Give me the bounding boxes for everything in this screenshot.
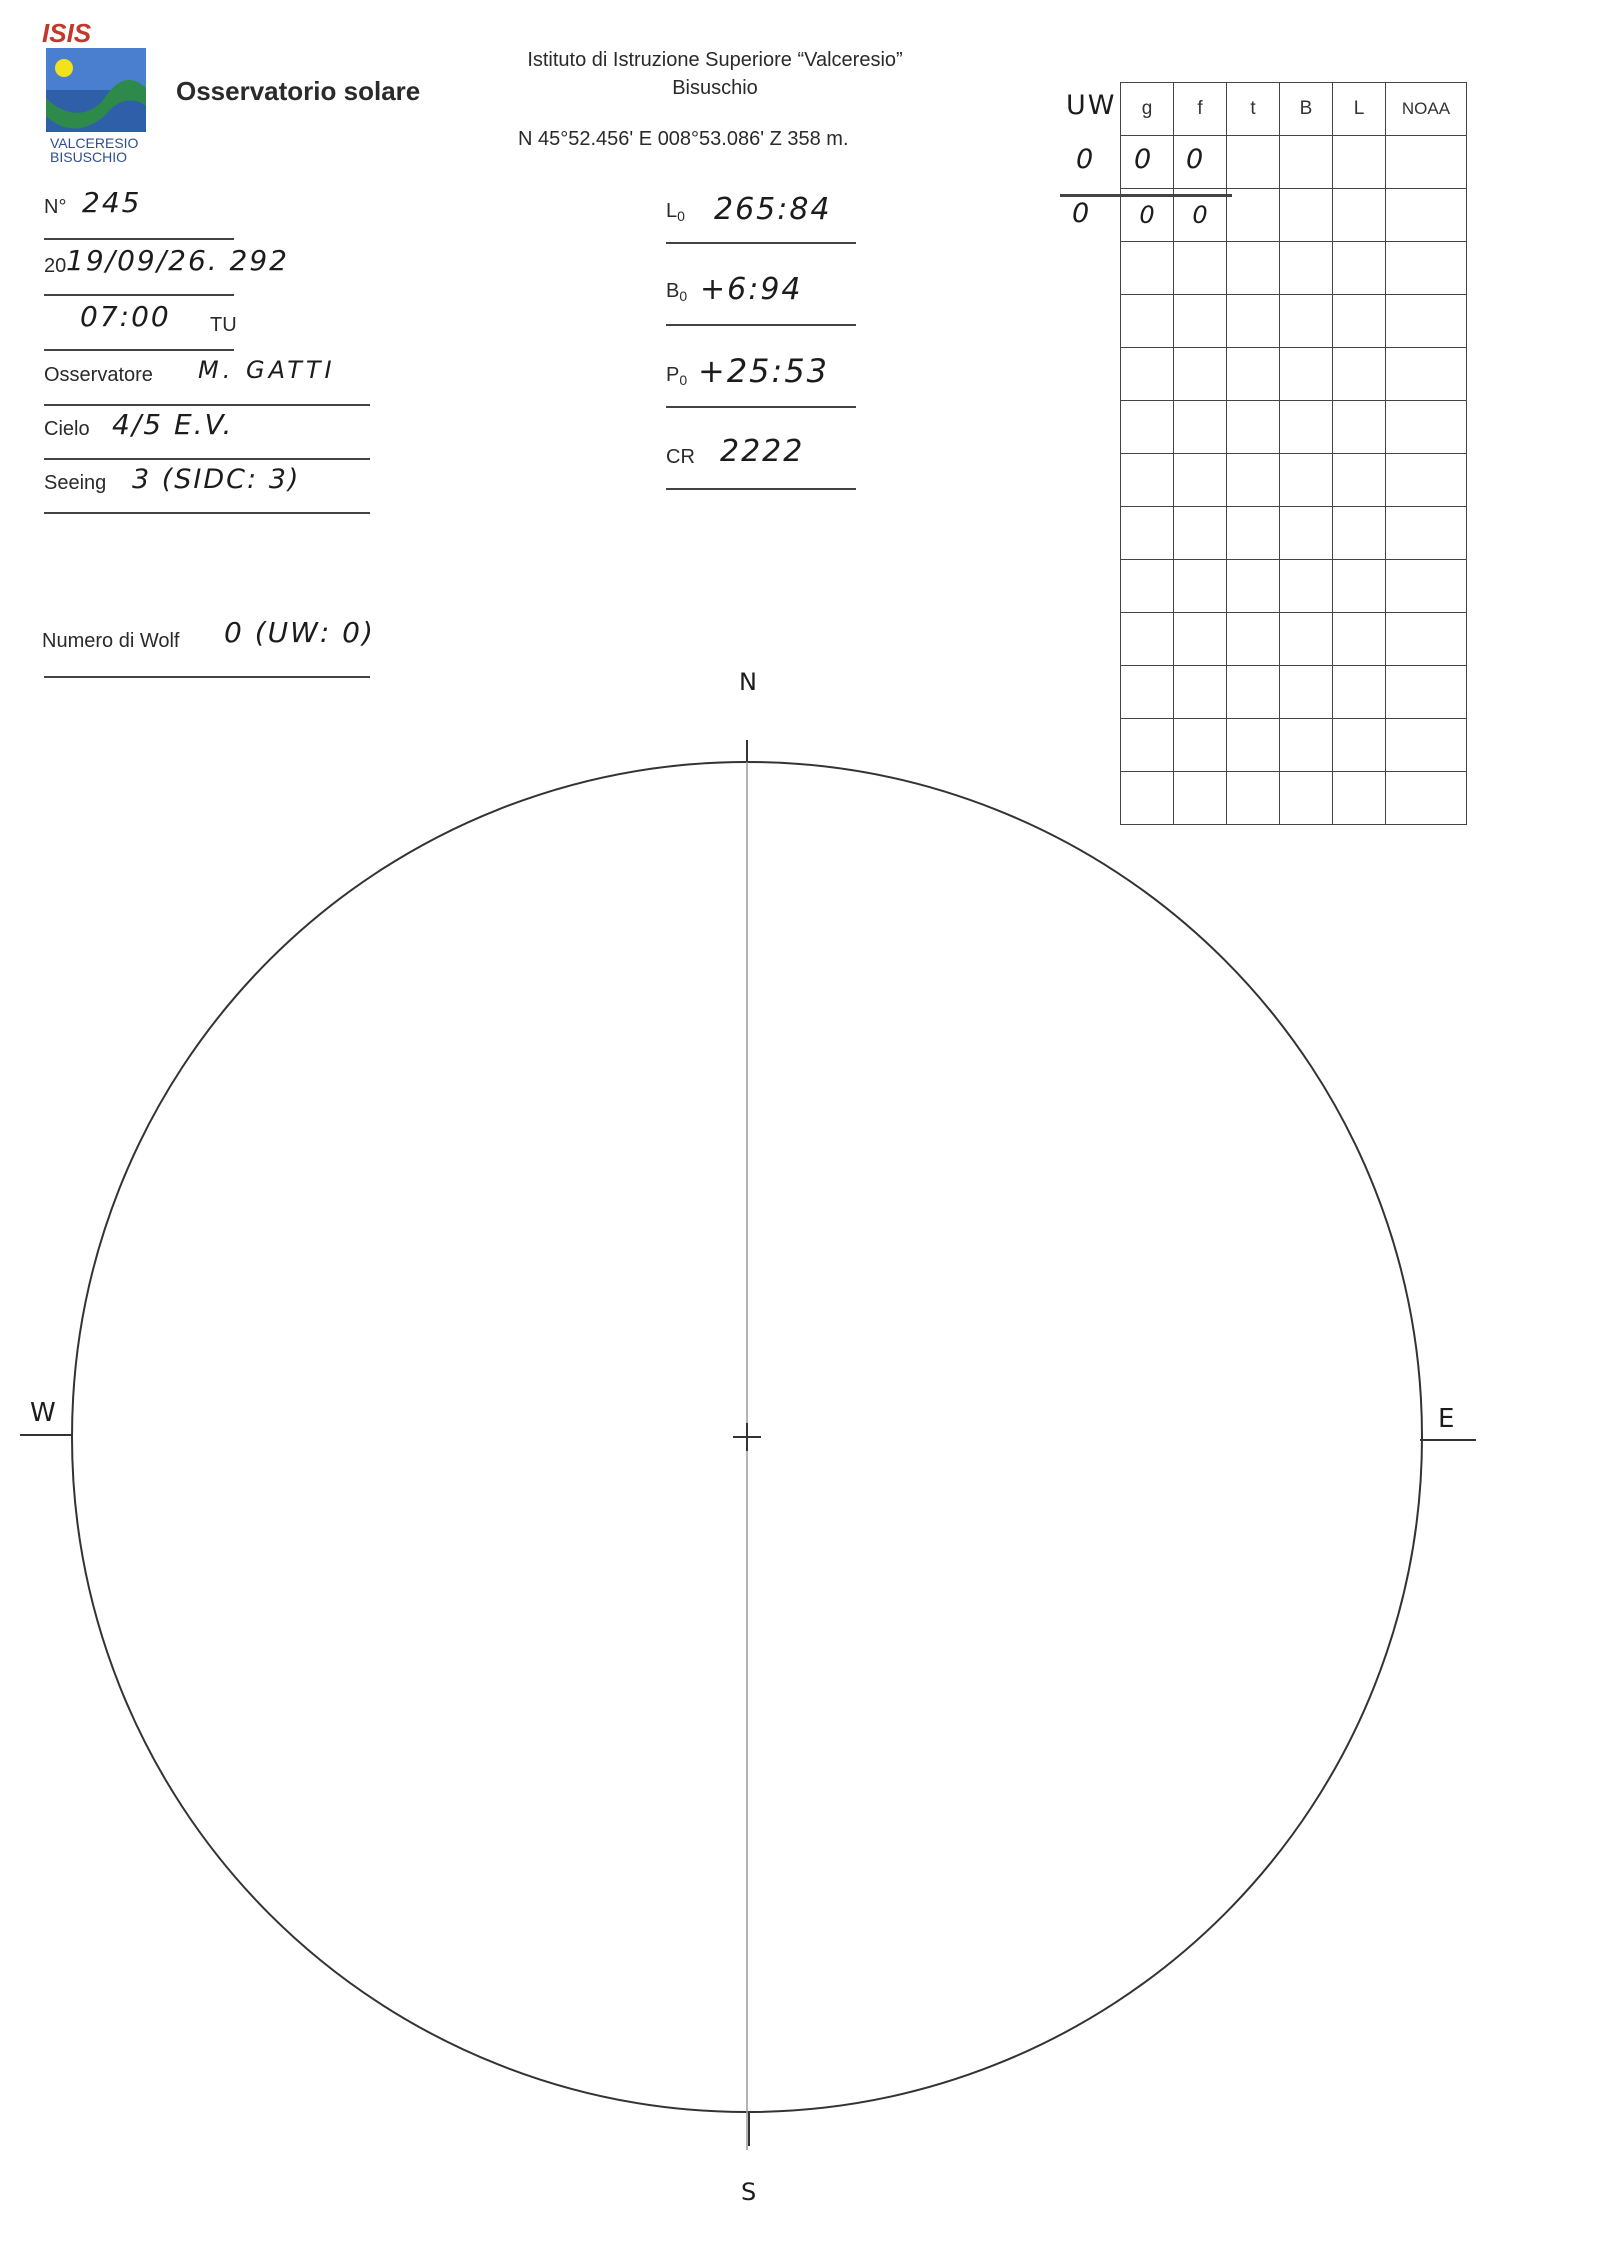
table-cell <box>1121 507 1174 560</box>
table-cell <box>1386 507 1467 560</box>
b0-value: +6:94 <box>700 272 803 307</box>
isis-logo-mark <box>40 18 150 50</box>
sky-value: 4/5 E.V. <box>112 408 234 441</box>
spot-table-row <box>1121 666 1467 719</box>
row1-l <box>1333 189 1386 242</box>
solar-disk-circle <box>72 762 1422 2112</box>
p0-subscript: 0 <box>679 372 688 388</box>
table-cell <box>1280 348 1333 401</box>
valceresio-logo-icon <box>46 48 146 140</box>
observer-value: M. GATTI <box>198 356 336 384</box>
table-cell <box>1333 560 1386 613</box>
l0-value: 265:84 <box>714 192 832 227</box>
east-label: E <box>1438 1404 1457 1434</box>
table-cell <box>1121 560 1174 613</box>
spot-table-row <box>1121 560 1467 613</box>
row1-noaa <box>1386 189 1467 242</box>
table-cell <box>1333 719 1386 772</box>
spot-table-row <box>1121 613 1467 666</box>
b0-subscript: 0 <box>679 288 688 304</box>
seeing-label: Seeing <box>44 472 107 494</box>
table-cell <box>1333 348 1386 401</box>
table-cell <box>1227 454 1280 507</box>
institute-header <box>470 46 960 102</box>
table-cell <box>1386 454 1467 507</box>
table-cell <box>1280 772 1333 825</box>
logo-caption-line1: VALCERESIO <box>50 135 139 151</box>
table-cell <box>1333 401 1386 454</box>
seeing-rule <box>44 512 370 514</box>
header-g: g <box>1121 83 1174 136</box>
b0-label <box>666 280 687 304</box>
spot-table-row <box>1121 401 1467 454</box>
l0-label <box>666 200 685 224</box>
table-cell <box>1280 242 1333 295</box>
number-label: N° <box>44 196 67 218</box>
table-cell <box>1280 136 1333 189</box>
logo <box>40 18 160 165</box>
table-cell <box>1227 242 1280 295</box>
table-cell <box>1174 348 1227 401</box>
observatory-title: Osservatorio solare <box>176 76 421 106</box>
table-cell <box>1227 136 1280 189</box>
seeing-value: 3 (SIDC: 3) <box>132 464 301 495</box>
table-cell <box>1333 295 1386 348</box>
isis-logo-text: ISIS <box>42 18 92 48</box>
table-cell <box>1333 772 1386 825</box>
table-cell <box>1174 666 1227 719</box>
row1-g: 0 <box>1121 189 1174 242</box>
date-rule <box>44 294 234 296</box>
spot-table-uw-row <box>1121 136 1467 189</box>
table-cell <box>1333 507 1386 560</box>
wolf-number-value: 0 (UW: 0) <box>224 616 375 649</box>
table-cell <box>1174 454 1227 507</box>
header-l: L <box>1333 83 1386 136</box>
table-cell <box>1280 719 1333 772</box>
table-cell <box>1227 560 1280 613</box>
l0-subscript: 0 <box>677 208 685 224</box>
table-cell <box>1174 295 1227 348</box>
time-unit: TU <box>210 314 237 336</box>
table-cell <box>1174 401 1227 454</box>
table-cell <box>1333 242 1386 295</box>
table-cell <box>1227 401 1280 454</box>
table-cell <box>1174 719 1227 772</box>
institute-name: Istituto di Istruzione Superiore “Valceresio” <box>527 49 903 71</box>
west-label: W <box>30 1398 58 1428</box>
table-cell <box>1280 560 1333 613</box>
l0-rule <box>666 242 856 244</box>
table-cell <box>1121 772 1174 825</box>
table-cell <box>1386 242 1467 295</box>
spot-table-row <box>1121 719 1467 772</box>
table-cell <box>1174 560 1227 613</box>
north-label: N <box>739 668 759 696</box>
table-cell <box>1174 507 1227 560</box>
table-cell <box>1386 348 1467 401</box>
table-cell <box>1121 613 1174 666</box>
spot-table-row <box>1121 772 1467 825</box>
table-cell <box>1227 295 1280 348</box>
p0-letter: P <box>666 364 680 386</box>
cr-rule <box>666 488 856 490</box>
table-cell <box>1174 772 1227 825</box>
table-cell <box>1386 295 1467 348</box>
time-value: 07:00 <box>80 300 171 333</box>
observatory-coordinates: N 45°52.456' E 008°53.086' Z 358 m. <box>518 128 849 150</box>
spot-table-row <box>1121 189 1467 242</box>
table-cell <box>1280 295 1333 348</box>
table-cell <box>1386 613 1467 666</box>
spot-table-row <box>1121 295 1467 348</box>
logo-caption-line2: BISUSCHIO <box>50 149 128 165</box>
p0-value: +25:53 <box>698 352 830 390</box>
spot-table-row <box>1121 507 1467 560</box>
table-cell <box>1280 454 1333 507</box>
sky-rule <box>44 458 370 460</box>
table-cell <box>1280 666 1333 719</box>
wolf-number-rule <box>44 676 370 678</box>
table-cell <box>1121 242 1174 295</box>
table-cell <box>1121 719 1174 772</box>
table-cell <box>1280 613 1333 666</box>
number-value: 245 <box>82 186 142 219</box>
table-cell <box>1227 719 1280 772</box>
table-cell <box>1386 136 1467 189</box>
table-cell <box>1121 666 1174 719</box>
table-cell <box>1386 666 1467 719</box>
uw-f-value: 0 <box>1186 144 1206 175</box>
table-cell <box>1333 666 1386 719</box>
spot-table-row <box>1121 242 1467 295</box>
uw-g-value: 0 <box>1134 144 1154 175</box>
observer-label: Osservatore <box>44 364 153 386</box>
time-rule <box>44 349 234 351</box>
row1-t <box>1227 189 1280 242</box>
table-cell <box>1333 136 1386 189</box>
table-cell <box>1386 401 1467 454</box>
table-cell <box>1386 560 1467 613</box>
table-cell <box>1227 348 1280 401</box>
table-cell <box>1280 401 1333 454</box>
table-cell <box>1121 348 1174 401</box>
p0-label <box>666 364 687 388</box>
table-cell <box>1121 454 1174 507</box>
logo-caption <box>50 136 160 164</box>
spot-table-row <box>1121 454 1467 507</box>
table-cell <box>1121 136 1174 189</box>
institute-town: Bisuschio <box>672 77 758 99</box>
table-cell <box>1333 613 1386 666</box>
l0-letter: L <box>666 200 678 222</box>
header-b: B <box>1280 83 1333 136</box>
b0-rule <box>666 324 856 326</box>
uw-label: UW <box>1066 90 1117 121</box>
table-cell <box>1227 772 1280 825</box>
header-t: t <box>1227 83 1280 136</box>
date-value: 19/09/26. 292 <box>66 244 289 277</box>
header-noaa: NOAA <box>1386 83 1467 136</box>
table-cell <box>1386 719 1467 772</box>
table-cell <box>1121 295 1174 348</box>
table-cell <box>1121 401 1174 454</box>
table-cell <box>1174 242 1227 295</box>
uw-value: 0 <box>1076 144 1096 175</box>
header-f: f <box>1174 83 1227 136</box>
p0-rule <box>666 406 856 408</box>
table-cell <box>1333 454 1386 507</box>
number-rule <box>44 238 234 240</box>
row1-f: 0 <box>1174 189 1227 242</box>
row1-uw-value: 0 <box>1072 198 1092 229</box>
cr-value: 2222 <box>720 434 805 469</box>
table-cell <box>1174 136 1227 189</box>
table-cell <box>1227 666 1280 719</box>
spot-table-header-row <box>1121 83 1467 136</box>
table-cell <box>1280 507 1333 560</box>
date-prefix: 20 <box>44 255 67 277</box>
row1-b <box>1280 189 1333 242</box>
sky-label: Cielo <box>44 418 90 440</box>
spot-table-row <box>1121 348 1467 401</box>
table-cell <box>1386 772 1467 825</box>
b0-letter: B <box>666 280 680 302</box>
wolf-number-label: Numero di Wolf <box>42 630 180 652</box>
table-cell <box>1227 613 1280 666</box>
cr-label: CR <box>666 446 695 468</box>
table-cell <box>1174 613 1227 666</box>
table-cell <box>1227 507 1280 560</box>
south-label: S <box>741 2178 759 2206</box>
observer-rule <box>44 404 370 406</box>
spot-table <box>1120 82 1467 825</box>
